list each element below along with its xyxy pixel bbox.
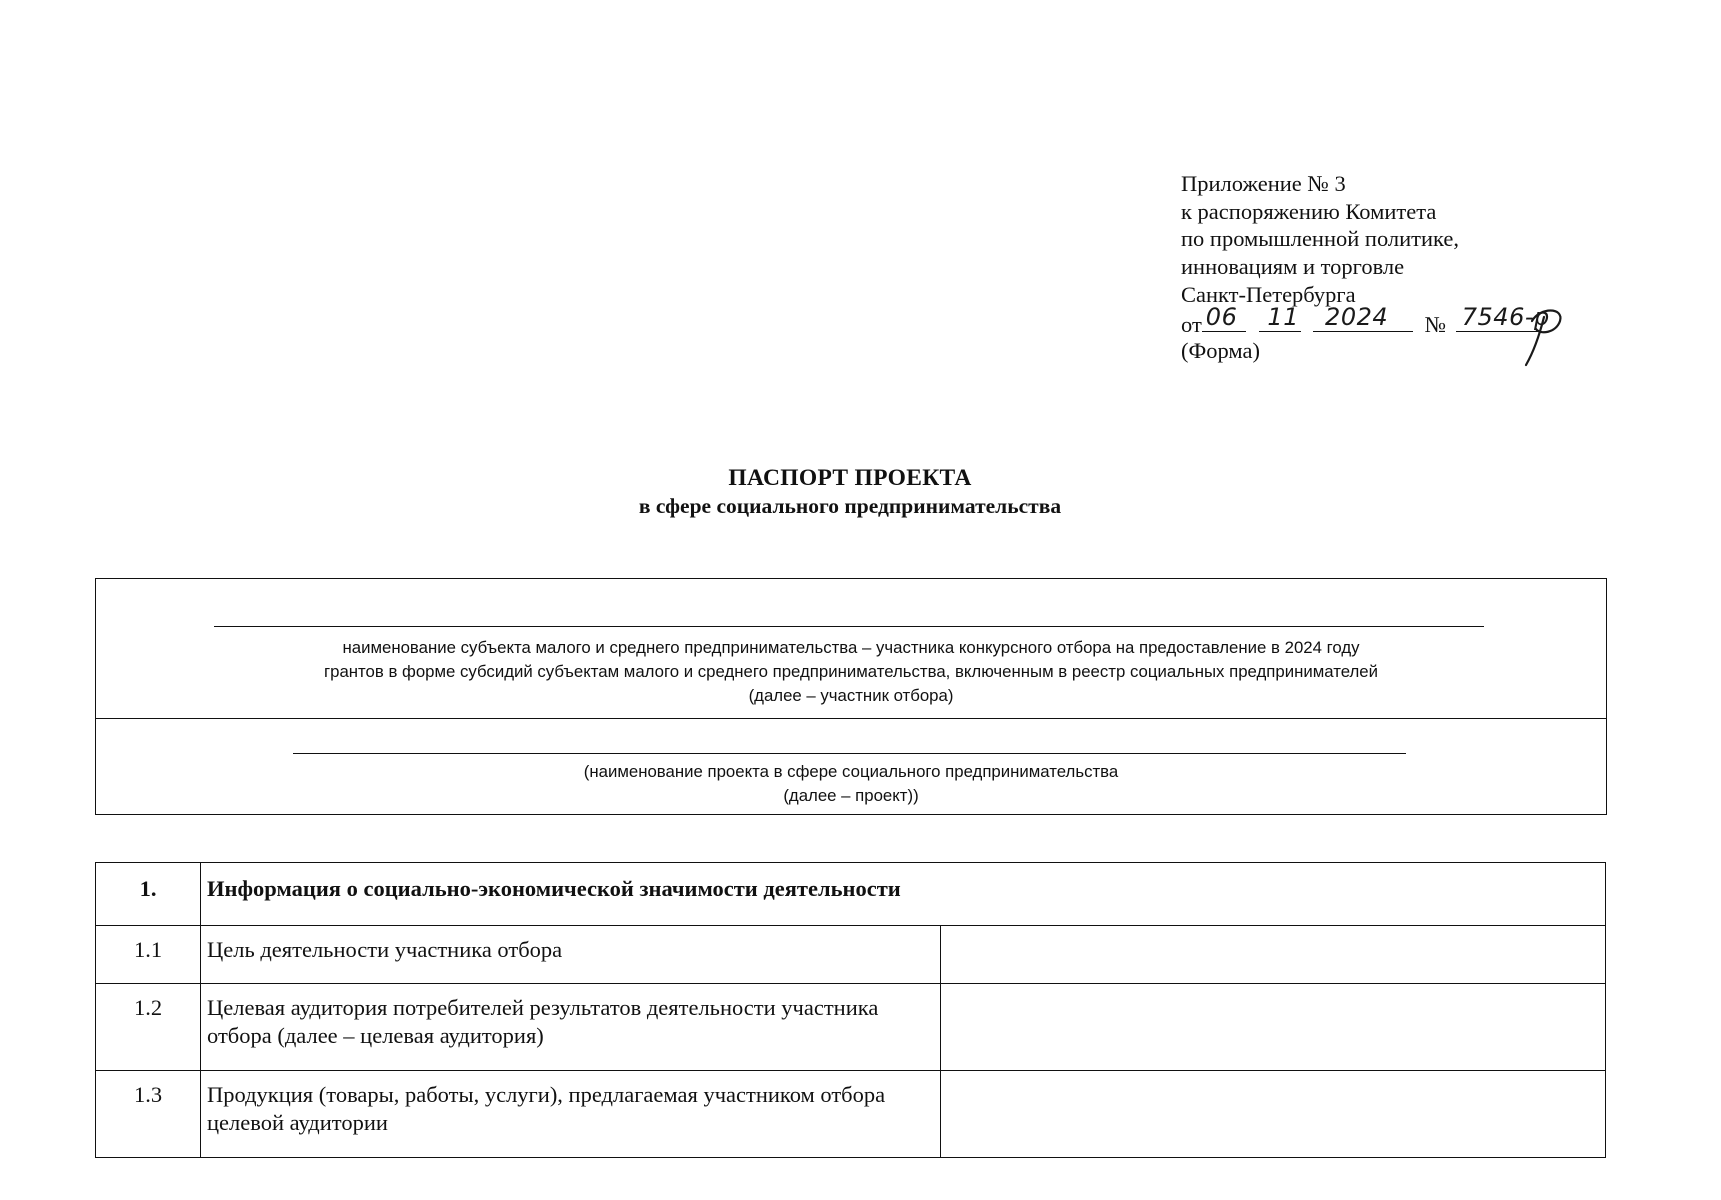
section-number: 1. <box>96 863 201 926</box>
appendix-line: Приложение № 3 <box>1181 171 1346 196</box>
row-value-cell[interactable] <box>941 984 1606 1071</box>
row-label: Продукция (товары, работы, услуги), предлагаемая участником отбора целевой аудитории <box>201 1071 941 1158</box>
order-number-handwritten: 7546-р <box>1461 302 1550 331</box>
row-number: 1.2 <box>96 984 201 1071</box>
appendix-line: к распоряжению Комитета <box>1181 198 1437 224</box>
number-sign: № <box>1424 311 1447 337</box>
project-caption-line: (наименование проекта в сфере социального предпринимательства <box>583 762 1119 781</box>
participant-caption-line: наименование субъекта малого и среднего предпринимательства – участника конкурсного отбора на предоставление в 2024 году <box>342 638 1360 657</box>
project-caption <box>96 760 1606 808</box>
title-subtitle: в сфере социального предпринимательства <box>638 494 1062 518</box>
table-row <box>96 1071 1606 1158</box>
row-value-cell[interactable] <box>941 926 1606 984</box>
project-name-fill-line[interactable] <box>293 753 1406 754</box>
section-title: Информация о социально-экономической значимости деятельности <box>201 863 1606 926</box>
date-year-handwritten: 2024 <box>1325 302 1389 331</box>
appendix-block <box>1181 170 1550 364</box>
participant-project-box <box>95 578 1607 815</box>
box-divider <box>96 718 1606 719</box>
appendix-line: Санкт-Петербурга <box>1181 281 1356 307</box>
participant-caption-line: (далее – участник отбора) <box>748 686 954 705</box>
appendix-line: инновациям и торговле <box>1181 254 1405 280</box>
row-value-cell[interactable] <box>941 1071 1606 1158</box>
row-label: Цель деятельности участника отбора <box>201 926 941 984</box>
date-month-blank <box>1259 302 1301 332</box>
row-label: Целевая аудитория потребителей результатов деятельности участника отбора (далее – целевая аудитория) <box>201 984 941 1071</box>
form-label: (Форма) <box>1181 337 1260 363</box>
date-month-handwritten: 11 <box>1267 302 1299 331</box>
participant-caption-line: грантов в форме субсидий субъектам малого и среднего предпринимательства, включенным в реестр социальных предпринимателей <box>324 662 1378 681</box>
table-row <box>96 984 1606 1071</box>
date-prefix: от <box>1181 311 1202 337</box>
title-main: ПАСПОРТ ПРОЕКТА <box>728 465 972 491</box>
project-info-table <box>95 862 1606 1158</box>
appendix-line: по промышленной политике, <box>1181 226 1460 252</box>
document-title <box>0 464 1700 520</box>
date-year-blank <box>1313 302 1413 332</box>
table-section-row <box>96 863 1606 926</box>
handwritten-flourish-icon <box>1520 303 1570 373</box>
row-number: 1.3 <box>96 1071 201 1158</box>
row-number: 1.1 <box>96 926 201 984</box>
table-row <box>96 926 1606 984</box>
project-caption-line: (далее – проект)) <box>783 786 919 805</box>
participant-caption <box>96 636 1606 708</box>
order-date-number-line <box>1181 302 1550 337</box>
participant-name-fill-line[interactable] <box>214 626 1484 627</box>
date-day-handwritten: 06 <box>1205 302 1238 331</box>
date-day-blank <box>1202 302 1246 332</box>
